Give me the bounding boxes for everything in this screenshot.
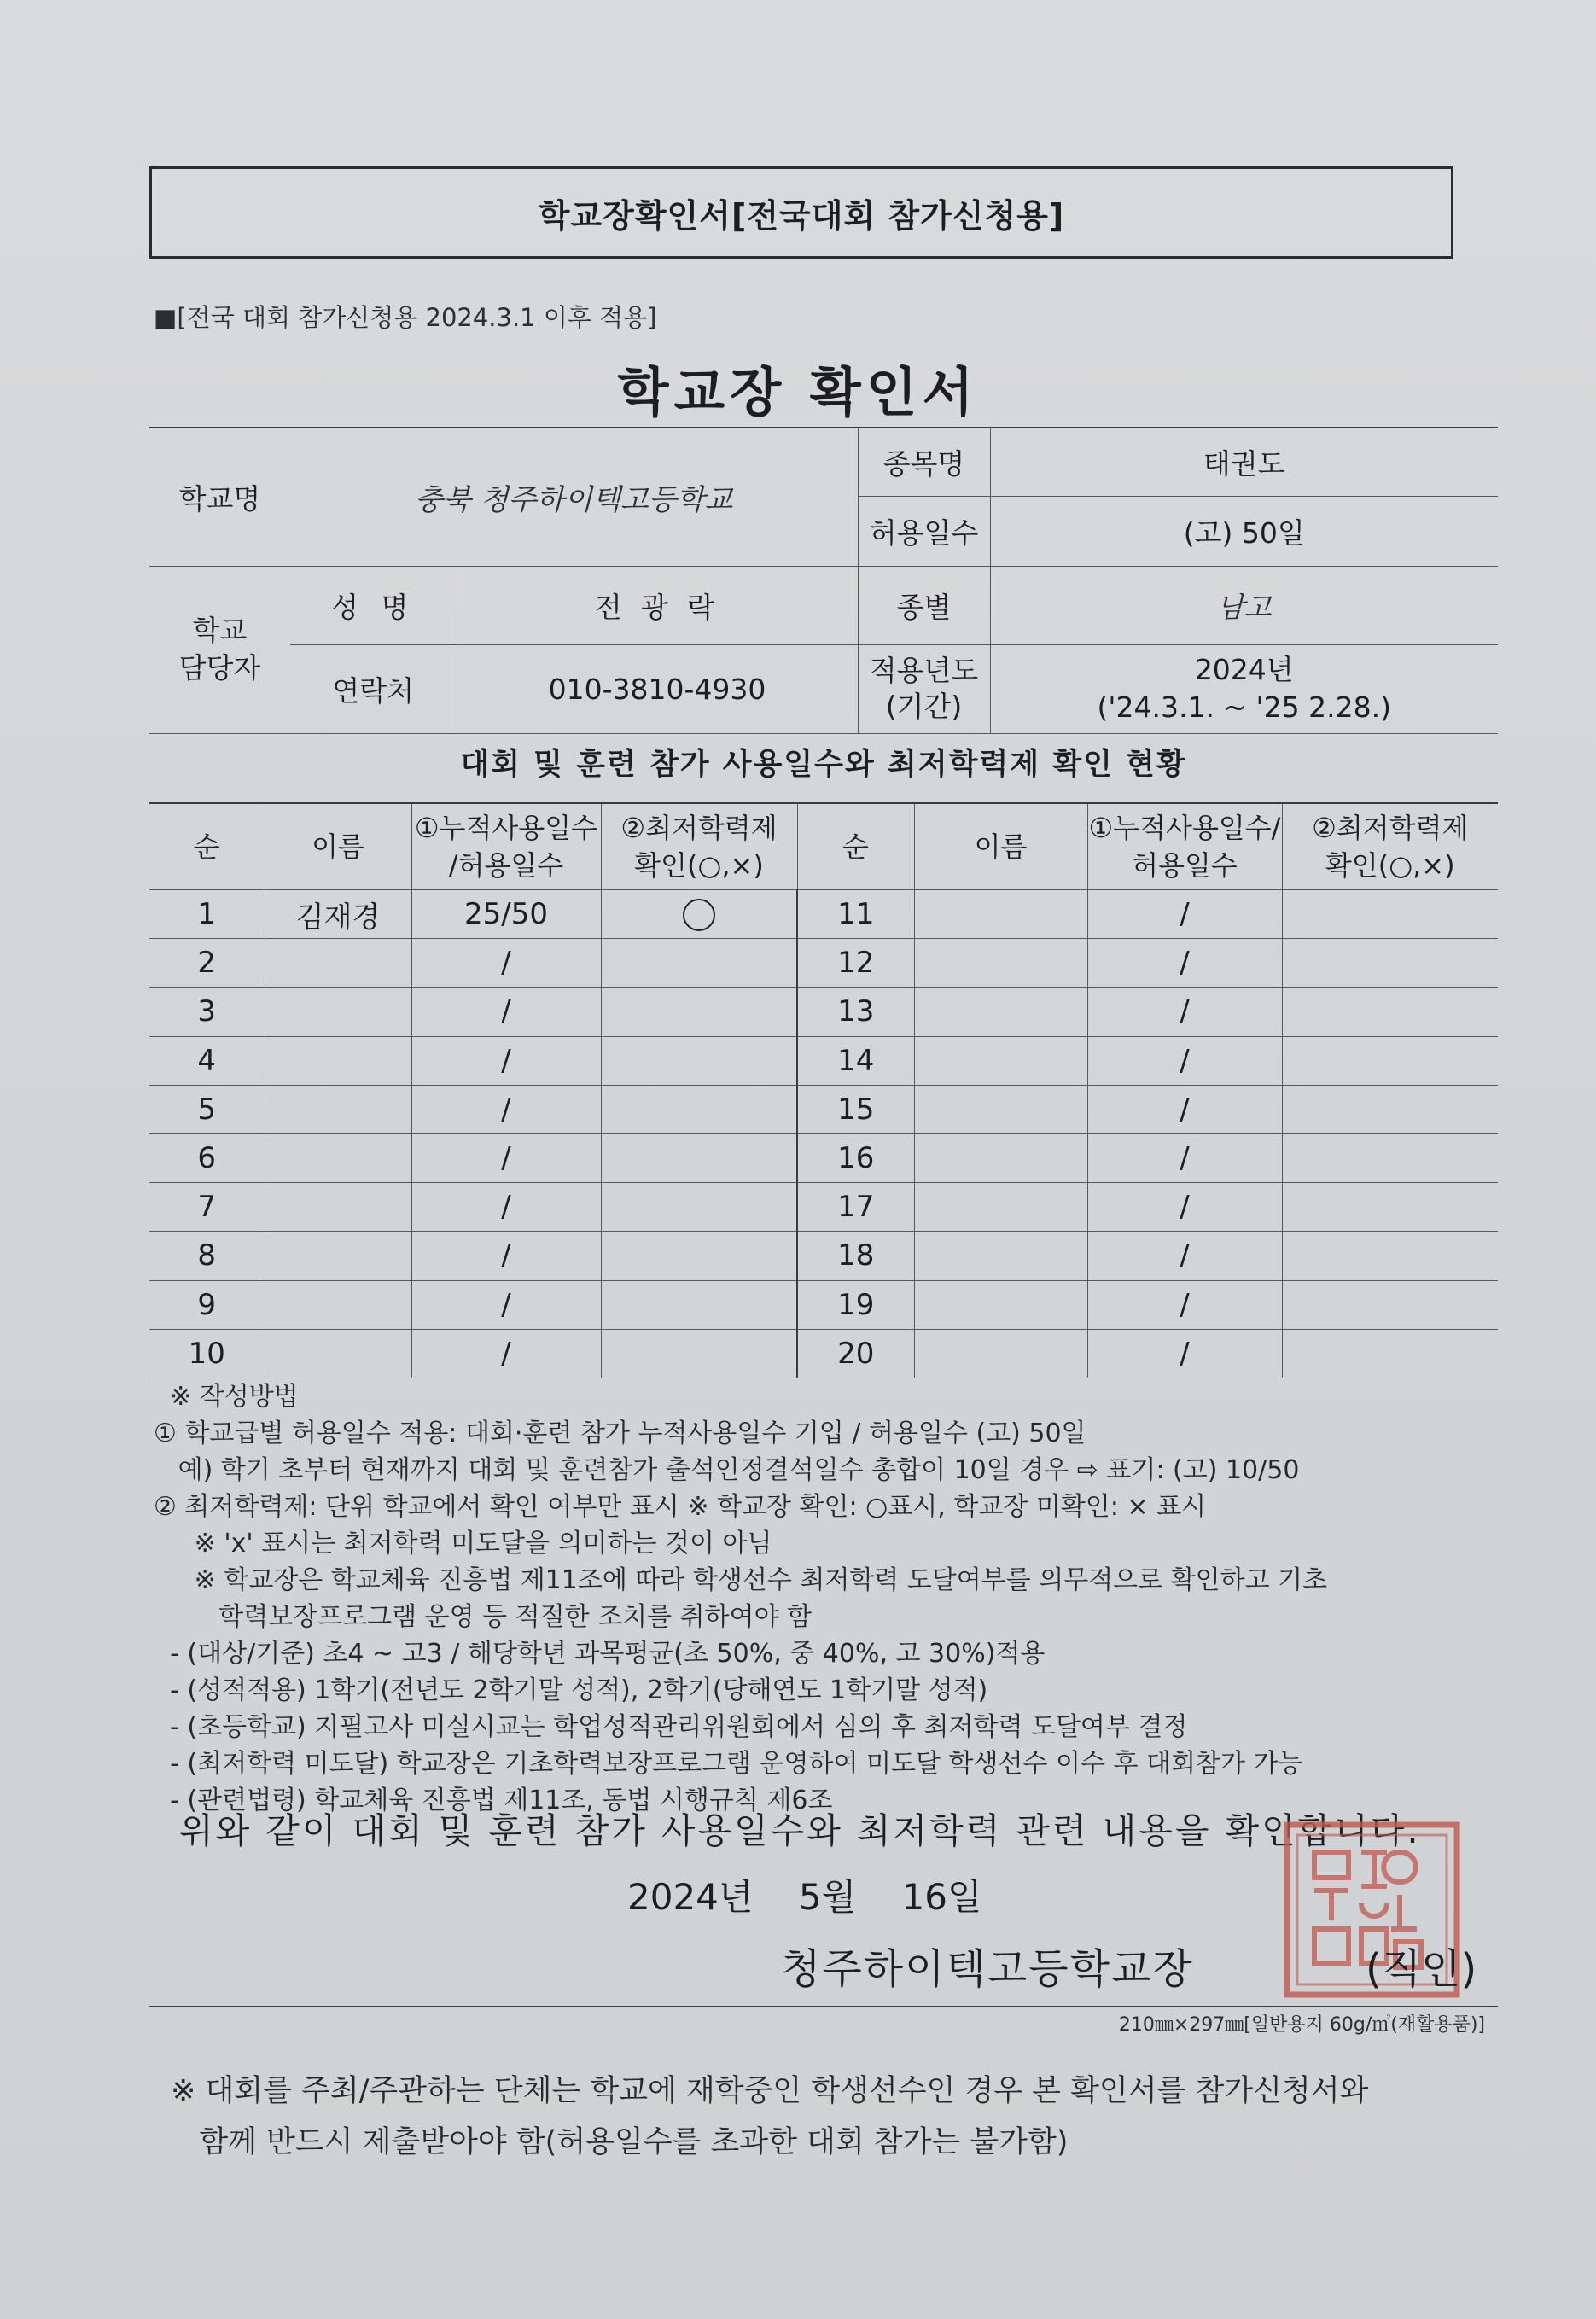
row-days-right: / — [1087, 1232, 1282, 1280]
instructions — [154, 1378, 1502, 1819]
row-academic-mark — [601, 939, 797, 988]
header-acad-line2: 확인(○,×) — [634, 849, 764, 882]
row-number: 7 — [149, 1183, 265, 1232]
row-name — [265, 1036, 411, 1085]
manager-label-line2: 담당자 — [178, 651, 261, 685]
row-academic-mark-right — [1282, 1036, 1498, 1085]
row-academic-mark-right — [1282, 1280, 1498, 1329]
row-days-right: / — [1087, 988, 1282, 1036]
row-name — [265, 988, 411, 1036]
row-number: 2 — [149, 939, 265, 988]
type-value: 남고 — [990, 566, 1498, 644]
school-name-value: 충북 청주하이텍고등학교 — [290, 428, 858, 566]
row-number-right: 16 — [797, 1133, 914, 1182]
row-name-right — [914, 1232, 1087, 1280]
table-row — [149, 1133, 1498, 1182]
header-days-line2: /허용일수 — [448, 849, 564, 882]
header-days — [411, 803, 601, 890]
row-academic-mark — [601, 1232, 797, 1280]
table-row — [149, 1036, 1498, 1085]
usage-table — [149, 802, 1498, 1378]
issue-date: 2024년 5월 16일 — [627, 1876, 982, 1918]
row-name — [265, 1232, 411, 1280]
instruction-line: 예) 학기 초부터 현재까지 대회 및 훈련참가 출석인정결석일수 총합이 10일 경우 ⇨ 표기: (고) 10/50 — [154, 1455, 1300, 1485]
row-academic-mark-right — [1282, 1232, 1498, 1280]
type-label: 종별 — [858, 566, 990, 644]
row-name — [265, 939, 411, 988]
row-days: / — [411, 1133, 601, 1182]
row-academic-mark — [601, 988, 797, 1036]
principal-title: 청주하이텍고등학교장 — [781, 1945, 1194, 1993]
row-name-right — [914, 1036, 1087, 1085]
row-days-right: / — [1087, 1183, 1282, 1232]
document-title: 학교장 확인서 — [617, 361, 979, 423]
submission-note-line2: 함께 반드시 제출받아야 함(허용일수를 초과한 대회 참가는 불가함) — [171, 2125, 1069, 2159]
header-days-right — [1087, 803, 1282, 890]
year-label-line1: 적용년도 — [869, 654, 979, 687]
row-academic-mark — [601, 890, 797, 939]
allowed-days-label: 허용일수 — [858, 496, 990, 566]
header-acad-line1: ②최저학력제 — [620, 812, 778, 844]
header-no-right: 순 — [797, 803, 914, 890]
row-number: 9 — [149, 1280, 265, 1329]
row-name: 김재경 — [265, 890, 411, 939]
row-name-right — [914, 1183, 1087, 1232]
row-number-right: 14 — [797, 1036, 914, 1085]
row-days-right: / — [1087, 1280, 1282, 1329]
name-value: 전 광 락 — [457, 566, 858, 644]
table-row — [149, 890, 1498, 939]
row-number-right: 13 — [797, 988, 914, 1036]
row-days: / — [411, 1329, 601, 1378]
row-days: / — [411, 1085, 601, 1133]
row-number: 5 — [149, 1085, 265, 1133]
row-academic-mark — [601, 1183, 797, 1232]
instruction-line: - (대상/기준) 초4 ~ 고3 / 해당학년 과목평균(초 50%, 중 40%, 고 30%)적용 — [154, 1639, 1046, 1669]
submission-note — [171, 2066, 1368, 2168]
row-academic-mark — [601, 1280, 797, 1329]
row-number-right: 15 — [797, 1085, 914, 1133]
year-label-line2: (기간) — [885, 690, 963, 723]
header-name: 이름 — [265, 803, 411, 890]
year-label — [858, 644, 990, 733]
header-days-right-line1: ①누적사용일수/ — [1088, 812, 1281, 844]
row-academic-mark-right — [1282, 1183, 1498, 1232]
row-number: 1 — [149, 890, 265, 939]
row-days-right: / — [1087, 1085, 1282, 1133]
row-number-right: 12 — [797, 939, 914, 988]
row-name-right — [914, 1085, 1087, 1133]
row-name — [265, 1133, 411, 1182]
table-row — [149, 988, 1498, 1036]
row-name-right — [914, 939, 1087, 988]
contact-value: 010-3810-4930 — [457, 644, 858, 733]
row-name — [265, 1183, 411, 1232]
contact-label: 연락처 — [290, 644, 457, 733]
header-no: 순 — [149, 803, 265, 890]
row-academic-mark — [601, 1329, 797, 1378]
row-name — [265, 1085, 411, 1133]
row-days: / — [411, 939, 601, 988]
school-label: 학교명 — [149, 428, 290, 566]
row-number-right: 11 — [797, 890, 914, 939]
bottom-rule — [149, 2006, 1498, 2007]
row-number: 10 — [149, 1329, 265, 1378]
banner-title: 학교장확인서[전국대회 참가신청용] — [149, 166, 1453, 259]
table-row — [149, 1085, 1498, 1133]
manager-label — [149, 566, 290, 733]
paper-size-note: 210㎜×297㎜[일반용지 60g/㎡(재활용품)] — [1118, 2014, 1485, 2036]
instruction-line: ① 학교급별 허용일수 적용: 대회·훈련 참가 누적사용일수 기입 / 허용일수 (고) 50일 — [154, 1419, 1086, 1448]
instruction-line: - (최저학력 미도달) 학교장은 기초학력보장프로그램 운영하여 미도달 학생선수 이수 후 대회참가 가능 — [154, 1749, 1303, 1779]
row-academic-mark — [601, 1036, 797, 1085]
confirmation-statement: 위와 같이 대회 및 훈련 참가 사용일수와 최저학력 관련 내용을 확인합니다. — [179, 1810, 1421, 1851]
header-acad-right-line1: ②최저학력제 — [1312, 812, 1469, 844]
year-value-line2: ('24.3.1. ~ '25 2.28.) — [1097, 690, 1391, 724]
info-table — [149, 427, 1498, 734]
row-name-right — [914, 988, 1087, 1036]
instruction-line: - (초등학교) 지필고사 미실시교는 학업성적관리위원회에서 심의 후 최저학력 도달여부 결정 — [154, 1712, 1188, 1742]
row-days-right: / — [1087, 1133, 1282, 1182]
table-row — [149, 1280, 1498, 1329]
row-number: 6 — [149, 1133, 265, 1182]
row-days: 25/50 — [411, 890, 601, 939]
row-number: 4 — [149, 1036, 265, 1085]
instruction-line: ② 최저학력제: 단위 학교에서 확인 여부만 표시 ※ 학교장 확인: ○표시, 학교장 미확인: × 표시 — [154, 1492, 1207, 1522]
row-name-right — [914, 890, 1087, 939]
row-academic-mark-right — [1282, 939, 1498, 988]
row-days-right: / — [1087, 1329, 1282, 1378]
instruction-line: 학력보장프로그램 운영 등 적절한 조치를 취하여야 함 — [154, 1602, 813, 1632]
instruction-line: ※ 'x' 표시는 최저학력 미도달을 의미하는 것이 아님 — [154, 1529, 772, 1559]
header-name-right: 이름 — [914, 803, 1087, 890]
circle-mark-icon — [683, 899, 715, 931]
row-academic-mark-right — [1282, 1133, 1498, 1182]
row-number-right: 17 — [797, 1183, 914, 1232]
instruction-line: ※ 작성방법 — [154, 1382, 299, 1412]
applicability-note: ■[전국 대회 참가신청용 2024.3.1 이후 적용] — [154, 303, 657, 332]
header-acad — [601, 803, 797, 890]
instruction-line: ※ 학교장은 학교체육 진흥법 제11조에 따라 학생선수 최저학력 도달여부를 의무적으로 확인하고 기초 — [154, 1565, 1328, 1595]
row-academic-mark-right — [1282, 1085, 1498, 1133]
year-value — [990, 644, 1498, 733]
table-row — [149, 939, 1498, 988]
row-days: / — [411, 1280, 601, 1329]
header-acad-right — [1282, 803, 1498, 890]
row-name — [265, 1329, 411, 1378]
row-name-right — [914, 1329, 1087, 1378]
event-value: 태권도 — [990, 428, 1498, 496]
header-days-right-line2: 허용일수 — [1132, 849, 1238, 882]
row-academic-mark — [601, 1133, 797, 1182]
row-days: / — [411, 988, 601, 1036]
row-number-right: 19 — [797, 1280, 914, 1329]
year-value-line1: 2024년 — [1194, 653, 1294, 686]
row-days-right: / — [1087, 1036, 1282, 1085]
row-days: / — [411, 1036, 601, 1085]
row-name-right — [914, 1280, 1087, 1329]
submission-note-line1: ※ 대회를 주최/주관하는 단체는 학교에 재학중인 학생선수인 경우 본 확인서를 참가신청서와 — [171, 2074, 1369, 2108]
manager-label-line1: 학교 — [192, 614, 248, 647]
row-days-right: / — [1087, 939, 1282, 988]
instruction-line: - (관련법령) 학교체육 진흥법 제11조, 동법 시행규칙 제6조 — [154, 1786, 833, 1815]
name-label: 성 명 — [290, 566, 457, 644]
row-days: / — [411, 1232, 601, 1280]
seal-label: (직인) — [1366, 1945, 1477, 1993]
row-name-right — [914, 1133, 1087, 1182]
event-label: 종목명 — [858, 428, 990, 496]
row-number: 8 — [149, 1232, 265, 1280]
instruction-line: - (성적적용) 1학기(전년도 2학기말 성적), 2학기(당해연도 1학기말 성적) — [154, 1675, 988, 1705]
row-academic-mark-right — [1282, 890, 1498, 939]
header-days-line1: ①누적사용일수 — [414, 812, 598, 844]
row-days-right: / — [1087, 890, 1282, 939]
row-number-right: 20 — [797, 1329, 914, 1378]
allowed-days-value: (고) 50일 — [990, 496, 1498, 566]
row-number: 3 — [149, 988, 265, 1036]
table-row — [149, 1183, 1498, 1232]
row-academic-mark — [601, 1085, 797, 1133]
row-academic-mark-right — [1282, 988, 1498, 1036]
row-number-right: 18 — [797, 1232, 914, 1280]
header-acad-right-line2: 확인(○,×) — [1325, 849, 1455, 882]
table-row — [149, 1329, 1498, 1378]
row-days: / — [411, 1183, 601, 1232]
table-row — [149, 1232, 1498, 1280]
section-title: 대회 및 훈련 참가 사용일수와 최저학력제 확인 현황 — [460, 748, 1187, 782]
row-academic-mark-right — [1282, 1329, 1498, 1378]
row-name — [265, 1280, 411, 1329]
